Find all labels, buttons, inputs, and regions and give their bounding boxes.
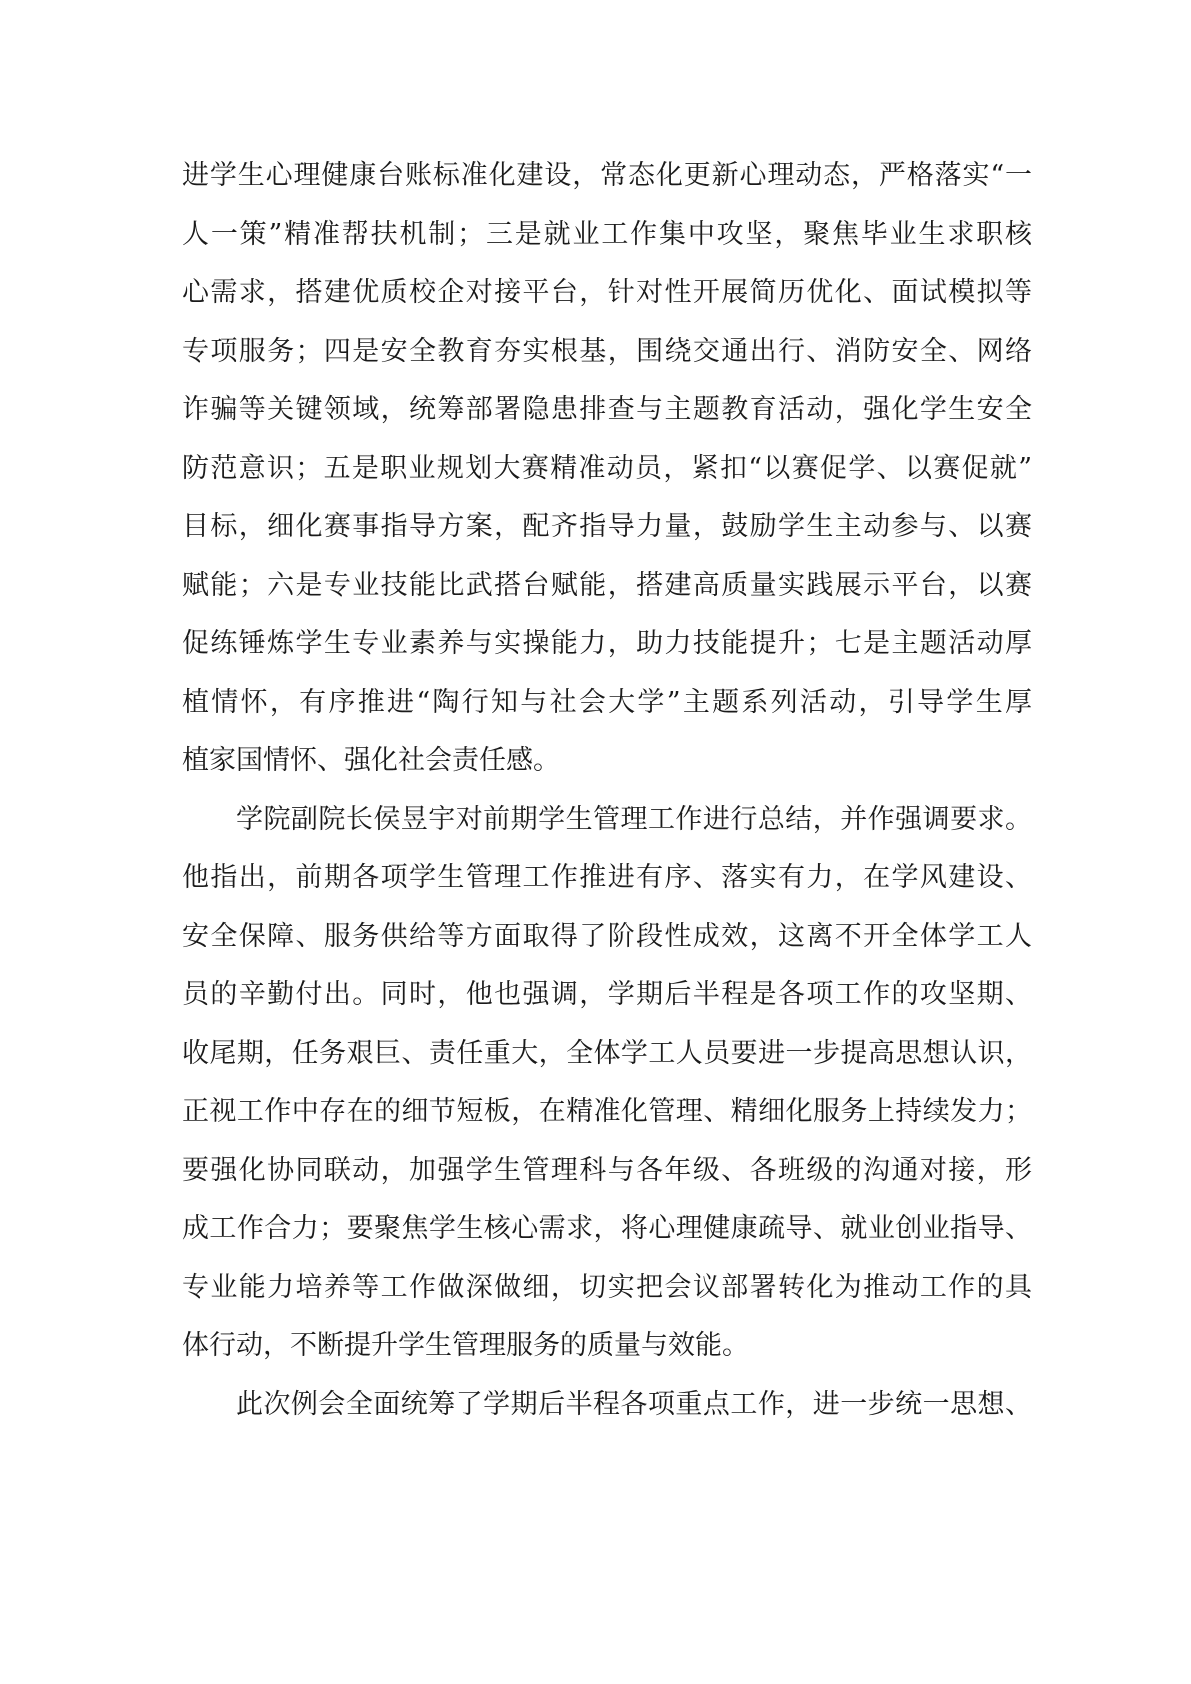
paragraph-vice-dean-summary [182,791,1032,1376]
text-line: 人一策”精准帮扶机制；三是就业工作集中攻坚，聚焦毕业生求职核 [182,218,1032,250]
text-line: 心需求，搭建优质校企对接平台，针对性开展简历优化、面试模拟等 [182,277,1032,308]
document-body [182,147,1032,1434]
text-line: 成工作合力；要聚焦学生核心需求，将心理健康疏导、就业创业指导、 [182,1213,1032,1244]
text-line: 目标，细化赛事指导方案，配齐指导力量，鼓励学生主动参与、以赛 [182,511,1032,542]
text-line: 员的辛勤付出。同时，他也强调，学期后半程是各项工作的攻坚期、 [182,979,1032,1010]
text-line: 植家国情怀、强化社会责任感。 [182,745,560,776]
text-line: 他指出，前期各项学生管理工作推进有序、落实有力，在学风建设、 [182,862,1032,893]
paragraph-work-items [182,147,1032,791]
paragraph-meeting-conclusion [182,1376,1032,1435]
text-line: 赋能；六是专业技能比武搭台赋能，搭建高质量实践展示平台，以赛 [182,569,1032,601]
text-line: 学院副院长侯昱宇对前期学生管理工作进行总结，并作强调要求。 [236,803,1032,835]
text-line: 防范意识；五是职业规划大赛精准动员，紧扣“以赛促学、以赛促就” [182,452,1032,484]
text-line: 促练锤炼学生专业素养与实操能力，助力技能提升；七是主题活动厚 [182,628,1032,659]
text-line: 收尾期，任务艰巨、责任重大，全体学工人员要进一步提高思想认识， [182,1037,1032,1069]
text-line: 植情怀，有序推进“陶行知与社会大学”主题系列活动，引导学生厚 [182,686,1032,718]
text-line: 正视工作中存在的细节短板，在精准化管理、精细化服务上持续发力； [182,1096,1032,1127]
text-line: 专项服务；四是安全教育夯实根基，围绕交通出行、消防安全、网络 [182,335,1032,367]
text-line: 诈骗等关键领域，统筹部署隐患排查与主题教育活动，强化学生安全 [182,394,1032,425]
text-line: 此次例会全面统筹了学期后半程各项重点工作，进一步统一思想、 [236,1388,1032,1420]
text-line: 进学生心理健康台账标准化建设，常态化更新心理动态，严格落实“一 [182,160,1032,191]
text-line: 要强化协同联动，加强学生管理科与各年级、各班级的沟通对接，形 [182,1154,1032,1186]
text-line: 安全保障、服务供给等方面取得了阶段性成效，这离不开全体学工人 [182,920,1032,952]
text-line: 专业能力培养等工作做深做细，切实把会议部署转化为推动工作的具 [182,1271,1032,1303]
text-line: 体行动，不断提升学生管理服务的质量与效能。 [182,1330,749,1361]
